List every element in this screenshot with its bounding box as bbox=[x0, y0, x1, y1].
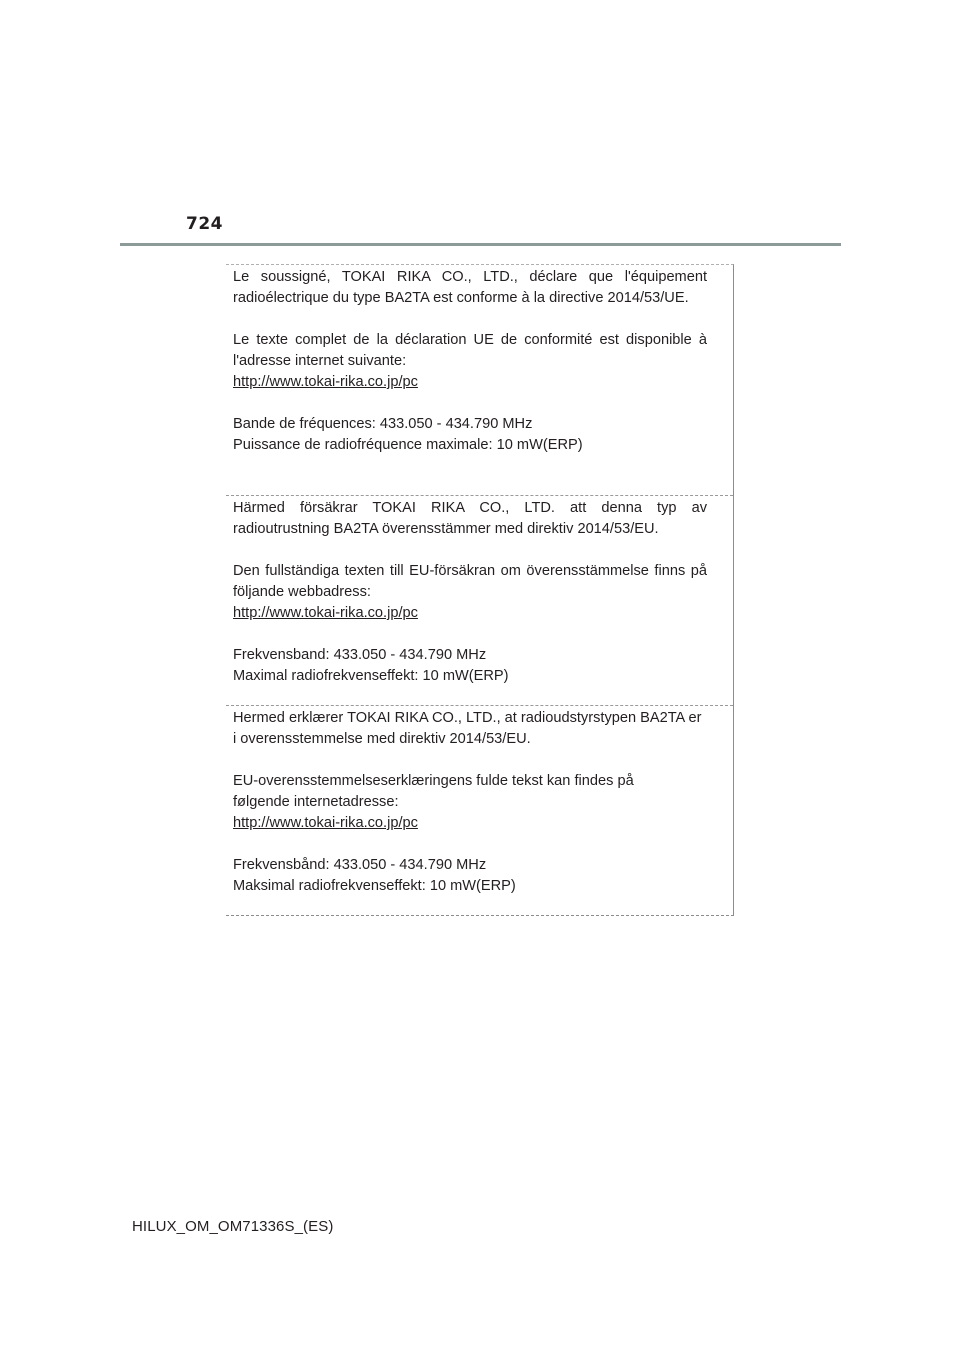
radio-specs-da bbox=[233, 855, 707, 897]
frequency-band-sv: Frekvensband: 433.050 - 434.790 MHz bbox=[233, 647, 487, 663]
declaration-url-da[interactable]: http://www.tokai-rika.co.jp/pc bbox=[233, 815, 418, 831]
declaration-intro-sv: Den fullständiga texten till EU-försäkran om överensstämmelse finns på följande webbadress: bbox=[233, 563, 707, 600]
conformity-statement-da: Hermed erklærer TOKAI RIKA CO., LTD., at radioudstyrstypen BA2TA er i overensstemmelse med direktiv 2014/53/EU. bbox=[233, 710, 702, 747]
radio-specs-fr bbox=[233, 414, 707, 456]
header-rule bbox=[120, 243, 841, 246]
frequency-band-da: Frekvensbånd: 433.050 - 434.790 MHz bbox=[233, 857, 487, 873]
section-divider bbox=[226, 705, 733, 706]
declaration-intro-fr: Le texte complet de la déclaration UE de conformité est disponible à l'adresse internet suivante: bbox=[233, 332, 707, 369]
declaration-info-fr bbox=[233, 330, 707, 393]
declaration-url-sv[interactable]: http://www.tokai-rika.co.jp/pc bbox=[233, 605, 418, 621]
declaration-url-fr[interactable]: http://www.tokai-rika.co.jp/pc bbox=[233, 374, 418, 390]
declaration-info-sv bbox=[233, 561, 707, 624]
conformity-statement-fr: Le soussigné, TOKAI RIKA CO., LTD., déclare que l'équipement radioélectrique du type BA2TA est conforme à la directive 2014/53/UE. bbox=[233, 269, 707, 306]
footer-document-code: HILUX_OM_OM71336S_(ES) bbox=[132, 1218, 334, 1235]
declaration-section-fr bbox=[226, 267, 733, 456]
frequency-band-fr: Bande de fréquences: 433.050 - 434.790 MHz bbox=[233, 416, 533, 432]
section-divider bbox=[226, 495, 733, 496]
page-number: 724 bbox=[186, 214, 223, 234]
radio-specs-sv bbox=[233, 645, 707, 687]
max-power-da: Maksimal radiofrekvenseffekt: 10 mW(ERP) bbox=[233, 878, 516, 894]
max-power-fr: Puissance de radiofréquence maximale: 10 mW(ERP) bbox=[233, 437, 583, 453]
conformity-statement-sv: Härmed försäkrar TOKAI RIKA CO., LTD. att denna typ av radioutrustning BA2TA överensstämmer med direktiv 2014/53/EU. bbox=[233, 500, 707, 537]
declaration-box bbox=[226, 264, 734, 916]
declaration-intro-da: EU-overensstemmelseserklæringens fulde tekst kan findes på følgende internetadresse: bbox=[233, 773, 634, 810]
declaration-section-da bbox=[226, 708, 733, 897]
declaration-info-da bbox=[233, 771, 707, 834]
declaration-section-sv bbox=[226, 498, 733, 687]
max-power-sv: Maximal radiofrekvenseffekt: 10 mW(ERP) bbox=[233, 668, 509, 684]
